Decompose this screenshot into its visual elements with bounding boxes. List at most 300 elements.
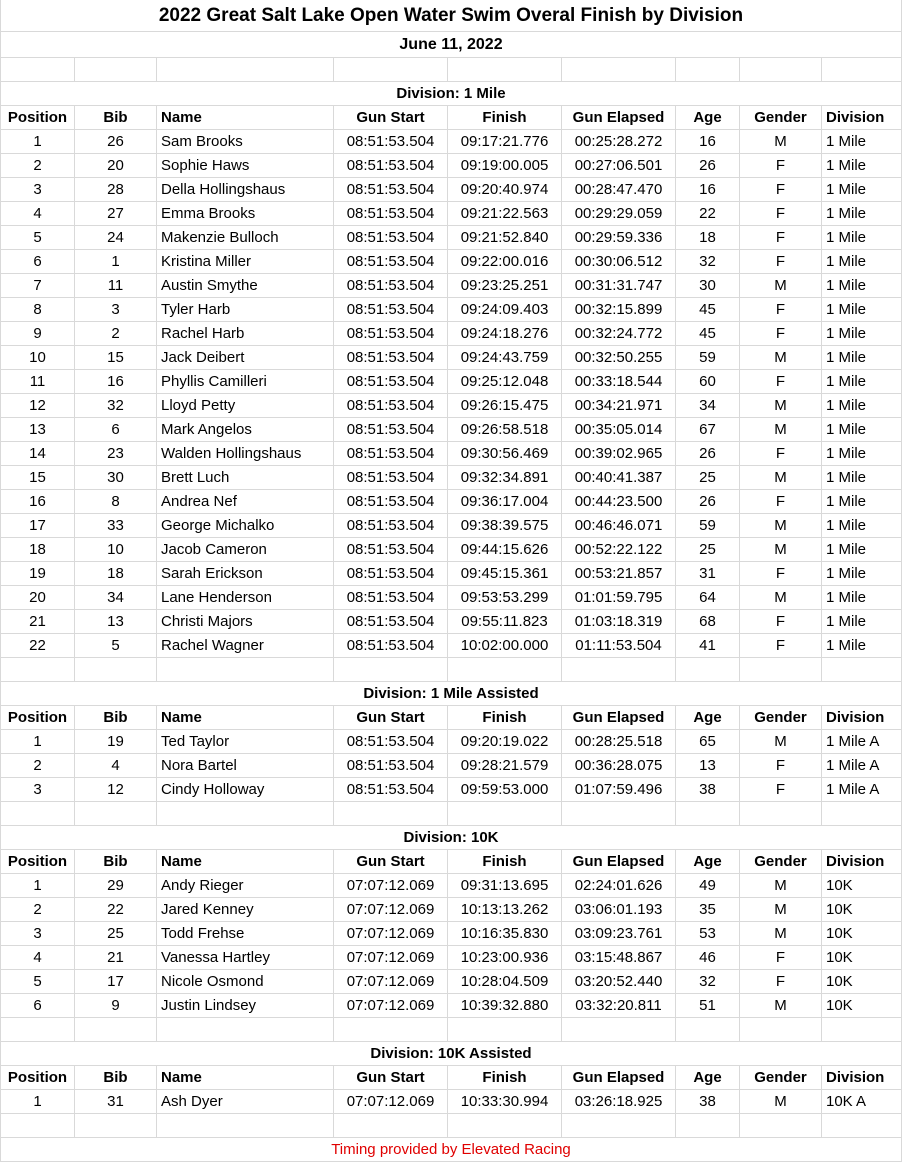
cell-gender: M [740, 874, 822, 898]
header-finish: Finish [448, 106, 562, 130]
cell-gender: F [740, 370, 822, 394]
cell-finish: 10:39:32.880 [448, 994, 562, 1018]
header-bib: Bib [75, 706, 157, 730]
cell-finish: 09:20:40.974 [448, 178, 562, 202]
cell-gun-start: 08:51:53.504 [334, 754, 448, 778]
cell-gun-elapsed: 00:25:28.272 [562, 130, 676, 154]
header-age: Age [676, 1066, 740, 1090]
cell-division: 1 Mile A [822, 754, 902, 778]
table-row [0, 418, 902, 442]
cell-finish: 09:32:34.891 [448, 466, 562, 490]
cell-name: George Michalko [157, 514, 334, 538]
cell-bib: 27 [75, 202, 157, 226]
empty-cell [448, 58, 562, 82]
cell-age: 22 [676, 202, 740, 226]
cell-gender: M [740, 538, 822, 562]
cell-gun-start: 07:07:12.069 [334, 874, 448, 898]
cell-bib: 24 [75, 226, 157, 250]
cell-gun-elapsed: 00:31:31.747 [562, 274, 676, 298]
cell-gun-start: 08:51:53.504 [334, 442, 448, 466]
cell-finish: 09:44:15.626 [448, 538, 562, 562]
cell-finish: 09:21:22.563 [448, 202, 562, 226]
cell-gun-start: 08:51:53.504 [334, 634, 448, 658]
cell-gun-elapsed: 00:39:02.965 [562, 442, 676, 466]
empty-cell [0, 802, 75, 826]
cell-gun-elapsed: 00:44:23.500 [562, 490, 676, 514]
cell-finish: 09:45:15.361 [448, 562, 562, 586]
header-gun-start: Gun Start [334, 850, 448, 874]
cell-position: 20 [0, 586, 75, 610]
division-title [0, 682, 902, 706]
cell-position: 21 [0, 610, 75, 634]
table-row [0, 970, 902, 994]
cell-finish: 09:25:12.048 [448, 370, 562, 394]
cell-bib: 20 [75, 154, 157, 178]
cell-gender: F [740, 490, 822, 514]
header-division: Division [822, 1066, 902, 1090]
header-bib: Bib [75, 850, 157, 874]
table-row [0, 442, 902, 466]
header-name: Name [157, 850, 334, 874]
empty-cell [334, 658, 448, 682]
cell-finish: 09:24:09.403 [448, 298, 562, 322]
cell-position: 13 [0, 418, 75, 442]
cell-gun-elapsed: 01:07:59.496 [562, 778, 676, 802]
cell-name: Sophie Haws [157, 154, 334, 178]
cell-position: 8 [0, 298, 75, 322]
header-gun-start: Gun Start [334, 1066, 448, 1090]
cell-gender: M [740, 274, 822, 298]
cell-gender: M [740, 898, 822, 922]
table-row [0, 562, 902, 586]
cell-age: 32 [676, 250, 740, 274]
cell-position: 4 [0, 202, 75, 226]
cell-gun-start: 07:07:12.069 [334, 994, 448, 1018]
cell-name: Todd Frehse [157, 922, 334, 946]
empty-cell [334, 1018, 448, 1042]
empty-cell [740, 1114, 822, 1138]
cell-age: 60 [676, 370, 740, 394]
cell-name: Lloyd Petty [157, 394, 334, 418]
empty-cell [75, 1018, 157, 1042]
cell-bib: 25 [75, 922, 157, 946]
cell-gun-elapsed: 00:29:29.059 [562, 202, 676, 226]
cell-position: 2 [0, 154, 75, 178]
cell-gun-elapsed: 00:33:18.544 [562, 370, 676, 394]
cell-bib: 31 [75, 1090, 157, 1114]
cell-gun-elapsed: 00:32:15.899 [562, 298, 676, 322]
cell-gun-elapsed: 00:52:22.122 [562, 538, 676, 562]
cell-bib: 15 [75, 346, 157, 370]
empty-cell [562, 1018, 676, 1042]
cell-age: 26 [676, 442, 740, 466]
cell-gender: M [740, 418, 822, 442]
division-title [0, 82, 902, 106]
table-row [0, 298, 902, 322]
cell-gun-start: 08:51:53.504 [334, 730, 448, 754]
cell-division: 1 Mile [822, 514, 902, 538]
empty-cell [157, 1018, 334, 1042]
results-table [0, 58, 902, 1162]
cell-gun-elapsed: 02:24:01.626 [562, 874, 676, 898]
table-row [0, 490, 902, 514]
cell-age: 64 [676, 586, 740, 610]
cell-gun-start: 07:07:12.069 [334, 946, 448, 970]
division-title [0, 826, 902, 850]
cell-name: Phyllis Camilleri [157, 370, 334, 394]
cell-position: 4 [0, 946, 75, 970]
cell-gender: F [740, 154, 822, 178]
cell-age: 41 [676, 634, 740, 658]
cell-gender: F [740, 778, 822, 802]
cell-division: 10K [822, 946, 902, 970]
table-row [0, 922, 902, 946]
cell-gun-start: 07:07:12.069 [334, 898, 448, 922]
cell-gender: M [740, 466, 822, 490]
header-position: Position [0, 1066, 75, 1090]
cell-gun-elapsed: 00:35:05.014 [562, 418, 676, 442]
cell-gun-elapsed: 00:30:06.512 [562, 250, 676, 274]
cell-bib: 18 [75, 562, 157, 586]
cell-position: 22 [0, 634, 75, 658]
empty-cell [562, 802, 676, 826]
cell-finish: 10:33:30.994 [448, 1090, 562, 1114]
empty-cell [334, 1114, 448, 1138]
table-row [0, 994, 902, 1018]
cell-finish: 09:19:00.005 [448, 154, 562, 178]
table-row [0, 202, 902, 226]
cell-age: 25 [676, 538, 740, 562]
header-position: Position [0, 850, 75, 874]
division-title [0, 1042, 902, 1066]
header-name: Name [157, 1066, 334, 1090]
cell-bib: 9 [75, 994, 157, 1018]
cell-age: 34 [676, 394, 740, 418]
cell-age: 38 [676, 778, 740, 802]
table-row [0, 874, 902, 898]
empty-cell [562, 58, 676, 82]
cell-age: 45 [676, 298, 740, 322]
cell-finish: 09:28:21.579 [448, 754, 562, 778]
cell-division: 1 Mile [822, 154, 902, 178]
cell-gun-start: 07:07:12.069 [334, 1090, 448, 1114]
cell-gender: M [740, 730, 822, 754]
header-gun-elapsed: Gun Elapsed [562, 706, 676, 730]
cell-finish: 09:22:00.016 [448, 250, 562, 274]
cell-gender: F [740, 250, 822, 274]
cell-finish: 09:26:58.518 [448, 418, 562, 442]
header-gender: Gender [740, 1066, 822, 1090]
cell-bib: 1 [75, 250, 157, 274]
cell-finish: 10:02:00.000 [448, 634, 562, 658]
cell-division: 1 Mile [822, 322, 902, 346]
cell-position: 5 [0, 226, 75, 250]
header-bib: Bib [75, 106, 157, 130]
header-name: Name [157, 706, 334, 730]
cell-bib: 28 [75, 178, 157, 202]
cell-gun-elapsed: 00:36:28.075 [562, 754, 676, 778]
cell-age: 16 [676, 178, 740, 202]
cell-gender: F [740, 946, 822, 970]
empty-cell [0, 1114, 75, 1138]
cell-finish: 09:17:21.776 [448, 130, 562, 154]
header-bib: Bib [75, 1066, 157, 1090]
empty-cell [75, 1114, 157, 1138]
division-title-text: Division: 10K Assisted [0, 1042, 902, 1066]
cell-gun-elapsed: 00:34:21.971 [562, 394, 676, 418]
cell-name: Rachel Harb [157, 322, 334, 346]
header-age: Age [676, 850, 740, 874]
cell-division: 1 Mile [822, 274, 902, 298]
cell-name: Nora Bartel [157, 754, 334, 778]
cell-gun-start: 08:51:53.504 [334, 250, 448, 274]
cell-name: Sam Brooks [157, 130, 334, 154]
cell-position: 1 [0, 1090, 75, 1114]
cell-gun-start: 08:51:53.504 [334, 274, 448, 298]
cell-age: 59 [676, 514, 740, 538]
cell-finish: 09:31:13.695 [448, 874, 562, 898]
cell-gun-start: 08:51:53.504 [334, 154, 448, 178]
cell-division: 1 Mile [822, 538, 902, 562]
header-gun-elapsed: Gun Elapsed [562, 1066, 676, 1090]
empty-cell [448, 802, 562, 826]
cell-gun-elapsed: 03:26:18.925 [562, 1090, 676, 1114]
cell-bib: 29 [75, 874, 157, 898]
cell-age: 16 [676, 130, 740, 154]
empty-cell [822, 1114, 902, 1138]
cell-position: 2 [0, 754, 75, 778]
spacer-row [0, 802, 902, 826]
cell-name: Justin Lindsey [157, 994, 334, 1018]
cell-gun-start: 08:51:53.504 [334, 466, 448, 490]
cell-bib: 26 [75, 130, 157, 154]
cell-division: 1 Mile [822, 370, 902, 394]
cell-gun-start: 07:07:12.069 [334, 970, 448, 994]
cell-name: Cindy Holloway [157, 778, 334, 802]
cell-bib: 3 [75, 298, 157, 322]
cell-name: Sarah Erickson [157, 562, 334, 586]
table-row [0, 586, 902, 610]
cell-position: 10 [0, 346, 75, 370]
cell-gun-start: 08:51:53.504 [334, 514, 448, 538]
cell-name: Vanessa Hartley [157, 946, 334, 970]
empty-cell [562, 1114, 676, 1138]
empty-cell [676, 658, 740, 682]
cell-name: Christi Majors [157, 610, 334, 634]
cell-gun-start: 08:51:53.504 [334, 418, 448, 442]
cell-gun-start: 08:51:53.504 [334, 490, 448, 514]
cell-name: Rachel Wagner [157, 634, 334, 658]
cell-gun-elapsed: 03:15:48.867 [562, 946, 676, 970]
header-finish: Finish [448, 706, 562, 730]
cell-gun-elapsed: 00:40:41.387 [562, 466, 676, 490]
cell-division: 1 Mile A [822, 778, 902, 802]
spacer-row [0, 1018, 902, 1042]
cell-division: 1 Mile [822, 466, 902, 490]
cell-division: 1 Mile [822, 586, 902, 610]
table-row [0, 178, 902, 202]
division-title-text: Division: 1 Mile [0, 82, 902, 106]
empty-cell [157, 802, 334, 826]
cell-age: 35 [676, 898, 740, 922]
cell-bib: 30 [75, 466, 157, 490]
footer-row-text: Timing provided by Elevated Racing [0, 1138, 902, 1162]
cell-division: 1 Mile [822, 250, 902, 274]
cell-finish: 09:36:17.004 [448, 490, 562, 514]
cell-age: 30 [676, 274, 740, 298]
empty-cell [75, 58, 157, 82]
cell-gun-elapsed: 00:28:25.518 [562, 730, 676, 754]
cell-gun-elapsed: 00:27:06.501 [562, 154, 676, 178]
cell-finish: 09:26:15.475 [448, 394, 562, 418]
cell-name: Andy Rieger [157, 874, 334, 898]
cell-position: 17 [0, 514, 75, 538]
cell-age: 26 [676, 490, 740, 514]
header-position: Position [0, 706, 75, 730]
cell-gun-start: 08:51:53.504 [334, 226, 448, 250]
cell-gun-start: 08:51:53.504 [334, 610, 448, 634]
cell-age: 59 [676, 346, 740, 370]
cell-position: 2 [0, 898, 75, 922]
table-row [0, 754, 902, 778]
cell-bib: 33 [75, 514, 157, 538]
cell-finish: 09:20:19.022 [448, 730, 562, 754]
cell-age: 18 [676, 226, 740, 250]
page-title: 2022 Great Salt Lake Open Water Swim Overal Finish by Division [0, 0, 902, 32]
cell-finish: 09:24:43.759 [448, 346, 562, 370]
cell-bib: 13 [75, 610, 157, 634]
cell-division: 10K A [822, 1090, 902, 1114]
cell-finish: 09:30:56.469 [448, 442, 562, 466]
cell-position: 11 [0, 370, 75, 394]
header-finish: Finish [448, 1066, 562, 1090]
cell-bib: 21 [75, 946, 157, 970]
cell-division: 10K [822, 970, 902, 994]
empty-cell [448, 658, 562, 682]
cell-gender: F [740, 610, 822, 634]
cell-finish: 09:59:53.000 [448, 778, 562, 802]
cell-division: 10K [822, 898, 902, 922]
cell-gender: M [740, 394, 822, 418]
header-age: Age [676, 106, 740, 130]
table-row [0, 778, 902, 802]
cell-division: 1 Mile [822, 490, 902, 514]
cell-position: 1 [0, 130, 75, 154]
cell-division: 1 Mile [822, 226, 902, 250]
cell-bib: 8 [75, 490, 157, 514]
cell-bib: 11 [75, 274, 157, 298]
cell-bib: 16 [75, 370, 157, 394]
table-row [0, 514, 902, 538]
empty-cell [75, 658, 157, 682]
header-finish: Finish [448, 850, 562, 874]
table-row [0, 634, 902, 658]
cell-gun-start: 08:51:53.504 [334, 346, 448, 370]
cell-position: 1 [0, 874, 75, 898]
cell-gun-elapsed: 01:11:53.504 [562, 634, 676, 658]
cell-position: 3 [0, 778, 75, 802]
cell-bib: 6 [75, 418, 157, 442]
cell-division: 1 Mile [822, 610, 902, 634]
cell-bib: 10 [75, 538, 157, 562]
cell-name: Ash Dyer [157, 1090, 334, 1114]
cell-gender: M [740, 514, 822, 538]
cell-position: 19 [0, 562, 75, 586]
cell-gun-start: 08:51:53.504 [334, 202, 448, 226]
cell-division: 1 Mile [822, 394, 902, 418]
header-position: Position [0, 106, 75, 130]
header-gender: Gender [740, 106, 822, 130]
empty-cell [740, 658, 822, 682]
empty-cell [676, 1114, 740, 1138]
cell-gender: F [740, 226, 822, 250]
spacer-row [0, 58, 902, 82]
cell-age: 32 [676, 970, 740, 994]
cell-age: 65 [676, 730, 740, 754]
table-row [0, 370, 902, 394]
cell-gun-elapsed: 03:09:23.761 [562, 922, 676, 946]
cell-division: 10K [822, 922, 902, 946]
table-row [0, 274, 902, 298]
cell-gun-start: 08:51:53.504 [334, 178, 448, 202]
cell-gun-start: 08:51:53.504 [334, 322, 448, 346]
cell-gender: F [740, 442, 822, 466]
cell-gender: M [740, 346, 822, 370]
table-row [0, 322, 902, 346]
header-gender: Gender [740, 850, 822, 874]
cell-division: 10K [822, 874, 902, 898]
cell-gender: F [740, 754, 822, 778]
cell-finish: 09:38:39.575 [448, 514, 562, 538]
cell-gun-start: 08:51:53.504 [334, 298, 448, 322]
header-gun-start: Gun Start [334, 106, 448, 130]
cell-name: Walden Hollingshaus [157, 442, 334, 466]
table-row [0, 250, 902, 274]
cell-gun-elapsed: 03:06:01.193 [562, 898, 676, 922]
cell-position: 3 [0, 178, 75, 202]
header-name: Name [157, 106, 334, 130]
empty-cell [334, 802, 448, 826]
cell-gun-start: 07:07:12.069 [334, 922, 448, 946]
division-title-text: Division: 1 Mile Assisted [0, 682, 902, 706]
cell-bib: 12 [75, 778, 157, 802]
cell-bib: 22 [75, 898, 157, 922]
cell-gender: M [740, 1090, 822, 1114]
empty-cell [157, 1114, 334, 1138]
empty-cell [822, 58, 902, 82]
empty-cell [822, 802, 902, 826]
header-division: Division [822, 850, 902, 874]
cell-name: Kristina Miller [157, 250, 334, 274]
cell-position: 3 [0, 922, 75, 946]
cell-bib: 23 [75, 442, 157, 466]
empty-cell [562, 658, 676, 682]
table-row [0, 898, 902, 922]
table-row [0, 610, 902, 634]
cell-division: 1 Mile [822, 418, 902, 442]
cell-division: 1 Mile [822, 442, 902, 466]
cell-gender: F [740, 298, 822, 322]
cell-position: 12 [0, 394, 75, 418]
cell-name: Jacob Cameron [157, 538, 334, 562]
cell-gun-elapsed: 00:46:46.071 [562, 514, 676, 538]
cell-name: Ted Taylor [157, 730, 334, 754]
empty-cell [448, 1114, 562, 1138]
cell-age: 51 [676, 994, 740, 1018]
empty-cell [0, 658, 75, 682]
table-row [0, 154, 902, 178]
cell-position: 6 [0, 994, 75, 1018]
